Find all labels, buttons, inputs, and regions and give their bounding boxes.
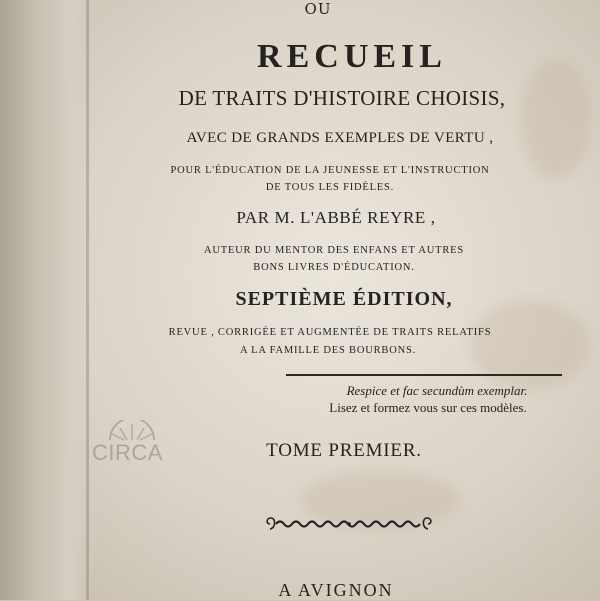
motto-line-1: Respice et fac secundùm exemplar.: [346, 383, 528, 398]
ornament-divider: [264, 513, 434, 535]
imprint-place: A AVIGNON: [278, 580, 394, 600]
revision-line-2: A LA FAMILLE DES BOURBONS.: [239, 345, 417, 356]
line-ou: OU: [304, 0, 332, 18]
purpose-line-2: DE TOUS LES FIDÈLES.: [265, 182, 395, 193]
book-subtitle: DE TRAITS D'HISTOIRE CHOISIS,: [178, 86, 506, 110]
watermark-text: CIRCA: [92, 440, 163, 465]
author-line: PAR M. L'ABBÉ REYRE ,: [236, 208, 436, 227]
paper-stain: [520, 60, 590, 180]
credentials-line-2: BONS LIVRES D'ÉDUCATION.: [253, 262, 415, 273]
book-subtitle-2: AVEC DE GRANDS EXEMPLES DE VERTU ,: [186, 130, 494, 146]
book-title: RECUEIL: [257, 38, 447, 75]
volume-label: TOME PREMIER.: [266, 440, 422, 461]
motto-rule: [286, 374, 562, 376]
motto-line-2: Lisez et formez vous sur ces modèles.: [329, 400, 527, 415]
purpose-line-1: POUR L'ÉDUCATION DE LA JEUNESSE ET L'INSTRUCTION: [170, 165, 490, 176]
revision-line-1: REVUE , CORRIGÉE ET AUGMENTÉE DE TRAITS RELATIFS: [168, 327, 492, 338]
edition-line: SEPTIÈME ÉDITION,: [235, 288, 453, 310]
credentials-line-1: AUTEUR DU MENTOR DES ENFANS ET AUTRES: [203, 245, 465, 256]
